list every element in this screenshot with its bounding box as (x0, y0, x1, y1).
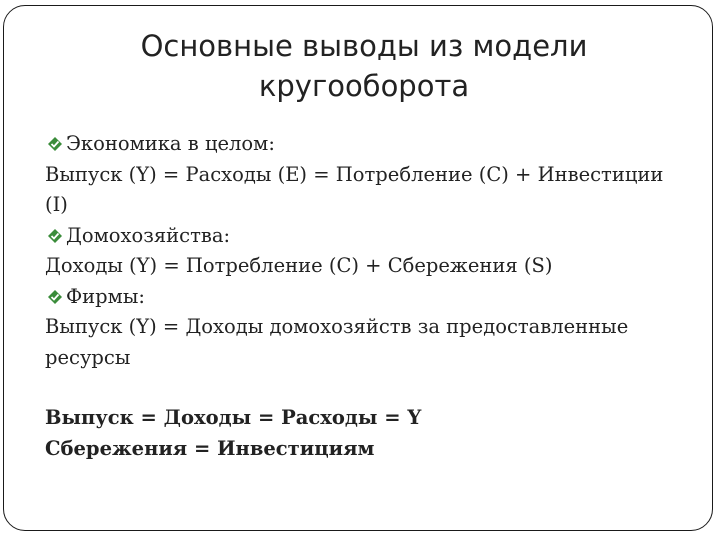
bullet-economy-label: Экономика в целом: (66, 132, 275, 155)
economy-equation-line-2: (I) (45, 193, 68, 216)
households-equation-line: Доходы (Y) = Потребление (С) + Сбережения (S) (45, 254, 553, 277)
bullet-firms-label: Фирмы: (66, 284, 145, 308)
spacer (45, 373, 695, 403)
checkmark-bullet-icon (47, 289, 63, 305)
title-line-1: Основные выводы из модели (140, 29, 588, 63)
slide-body (45, 129, 695, 464)
firms-equation-line-2: ресурсы (45, 345, 131, 369)
firms-equation-line-1: Выпуск (Y) = Доходы домохозяйств за предоставленные (45, 315, 629, 338)
conclusion-line-2: Сбережения = Инвестициям (45, 436, 375, 460)
checkmark-bullet-icon (47, 136, 63, 152)
slide-title (64, 26, 664, 106)
bullet-firms (45, 282, 695, 313)
economy-equation-line-1: Выпуск (Y) = Расходы (Е) = Потребление (С) + Инвестиции (45, 162, 664, 186)
bullet-economy (45, 129, 695, 160)
conclusion-line-1: Выпуск = Доходы = Расходы = Y (45, 406, 422, 429)
title-line-2: кругооборота (258, 69, 470, 103)
bullet-households (45, 221, 695, 252)
checkmark-bullet-icon (47, 228, 63, 244)
bullet-households-label: Домохозяйства: (66, 223, 231, 247)
